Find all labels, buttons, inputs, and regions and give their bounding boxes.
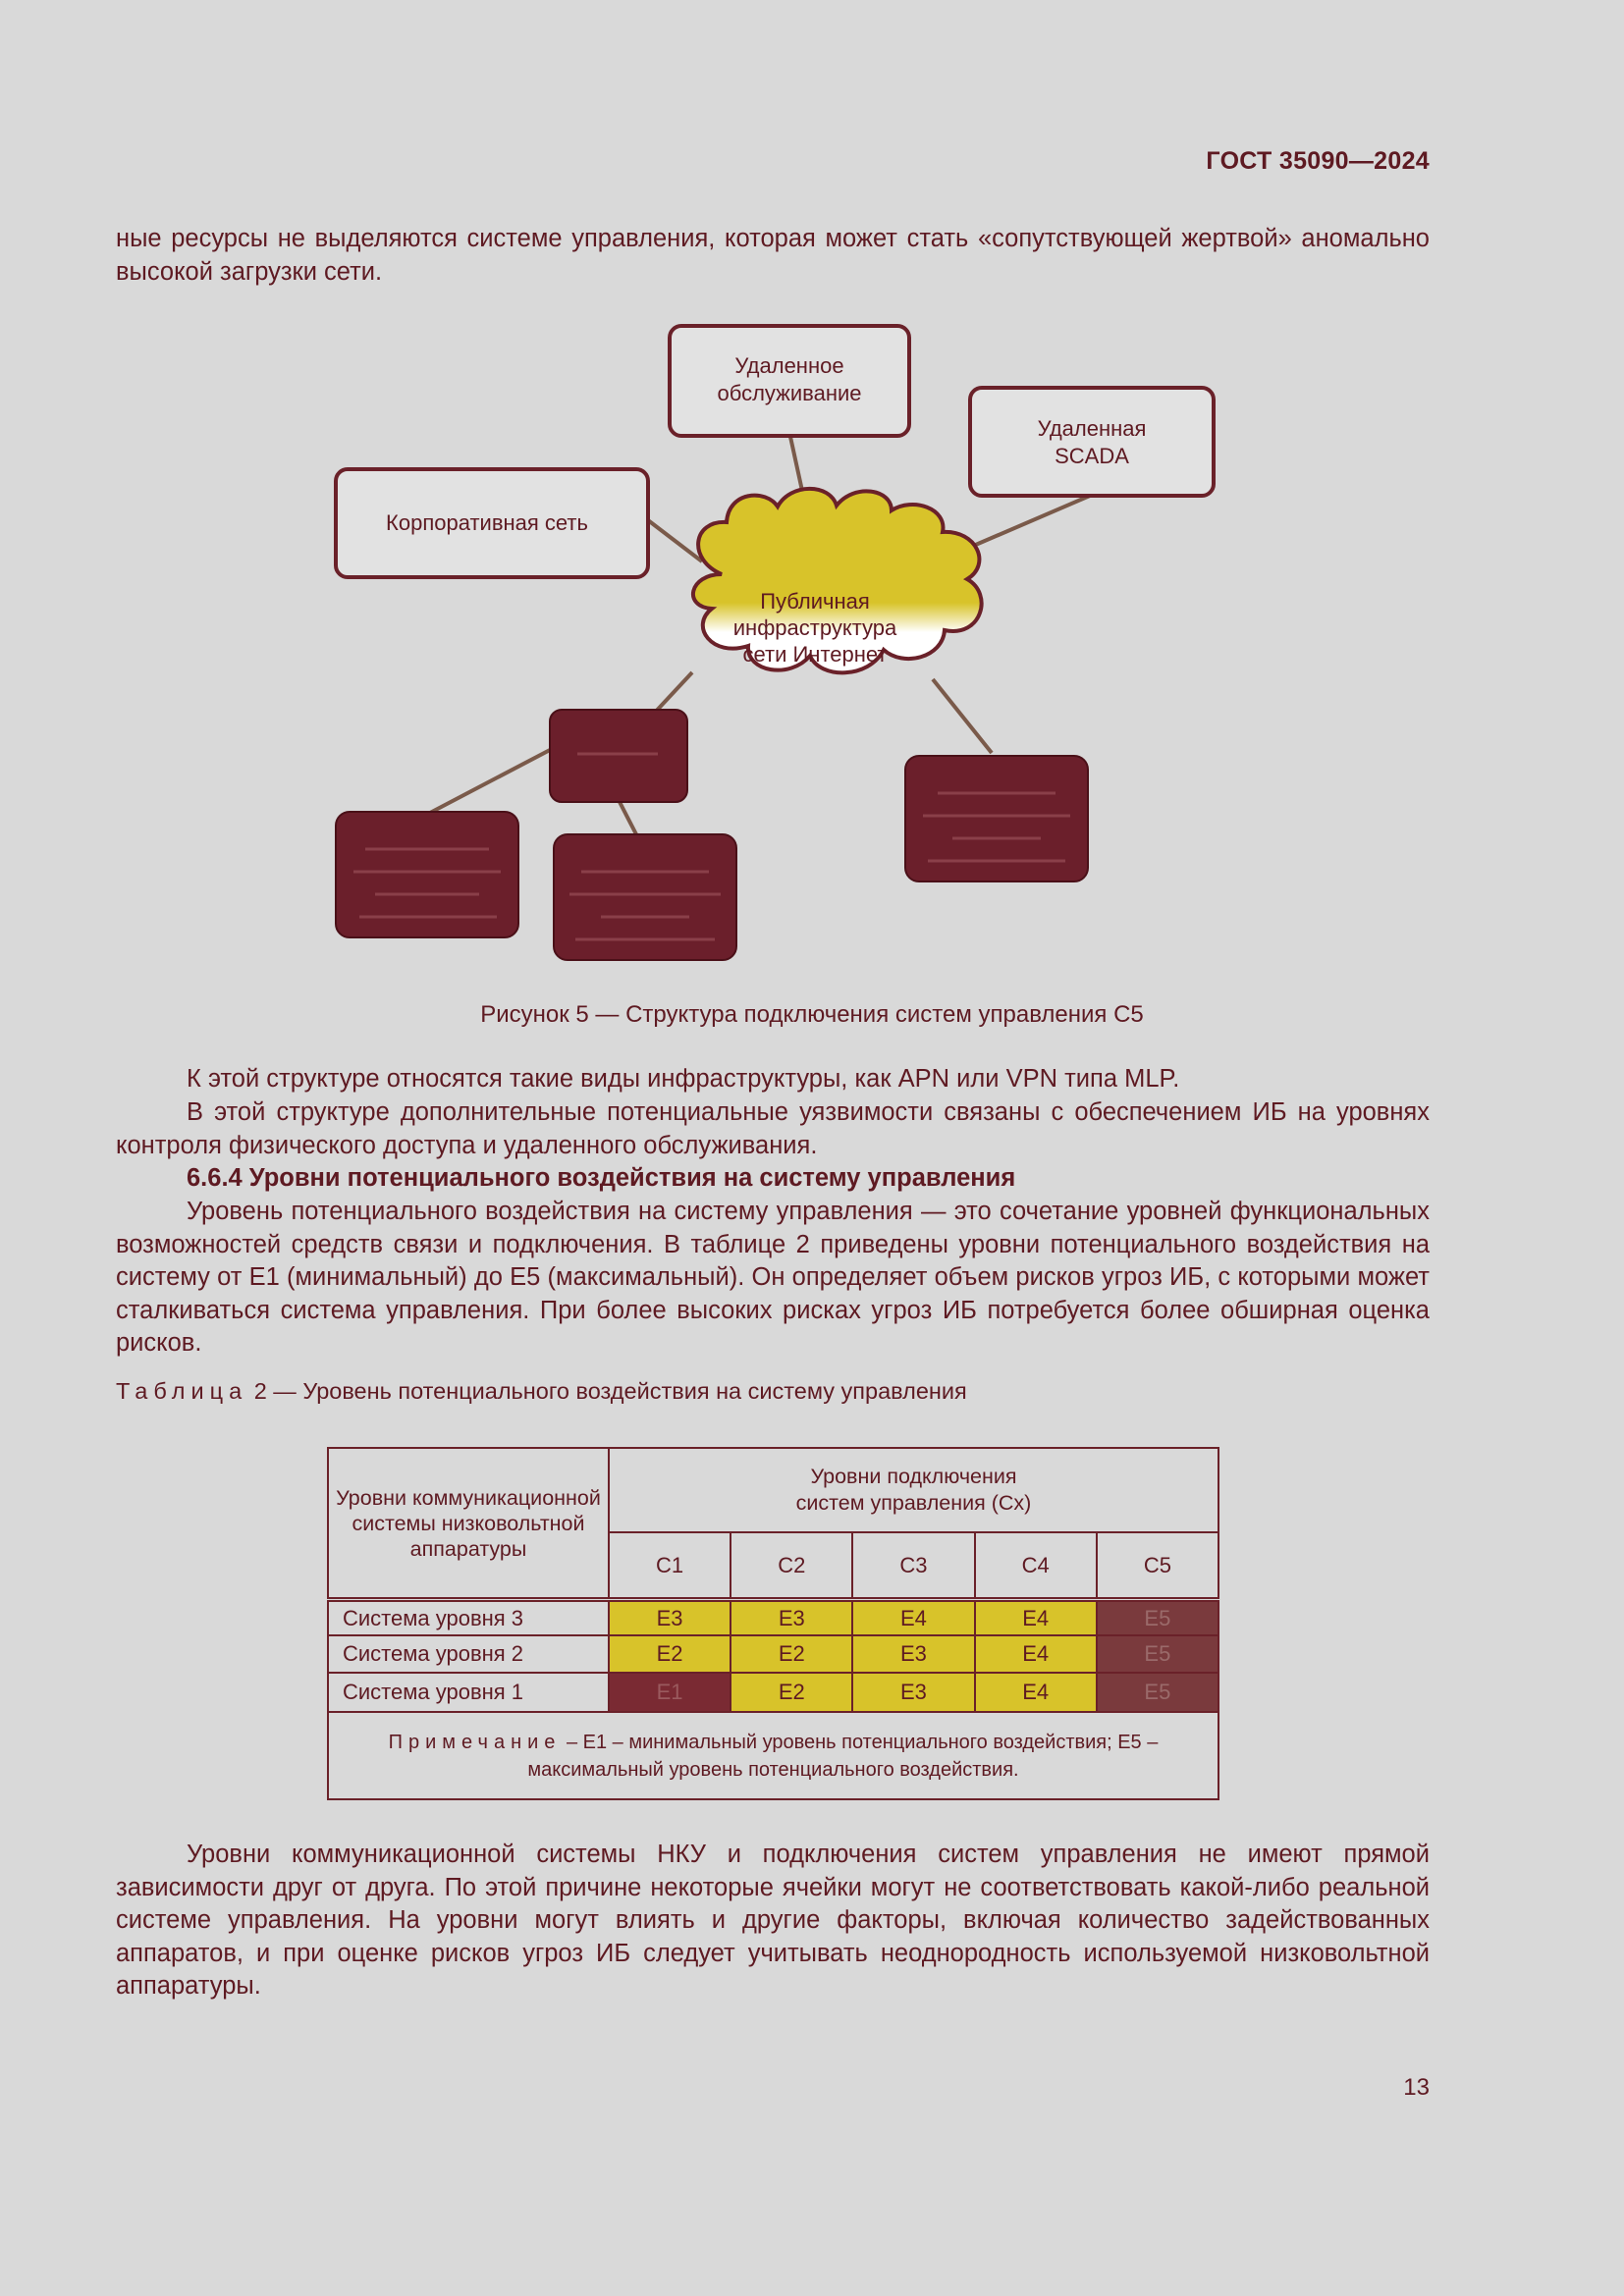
cell-l3-c3: Е4 (852, 1600, 974, 1635)
table-caption-text: 2 — Уровень потенциального воздействия на систему управления (253, 1378, 967, 1404)
cell-l2-c5: Е5 (1097, 1635, 1218, 1673)
document-id: ГОСТ 35090—2024 (1206, 147, 1430, 175)
table-note-label: Примечание (388, 1731, 562, 1753)
cell-l3-c5: Е5 (1097, 1600, 1218, 1635)
figure-network-diagram (324, 314, 1227, 982)
row-label-level-1: Система уровня 1 (328, 1673, 609, 1712)
internet-label-1: Публичная (760, 589, 870, 614)
body-paragraph-2: В этой структуре дополнительные потенциальные уязвимости связаны с обеспечением ИБ на уровнях контроля физического доступа и удаленного обслуживания. (116, 1098, 1430, 1159)
cell-l1-c5: Е5 (1097, 1673, 1218, 1712)
cell-l3-c1: Е3 (609, 1600, 731, 1635)
remote-service-label-2: обслуживание (717, 381, 862, 405)
cell-l2-c4: Е4 (975, 1635, 1097, 1673)
col-header-c3: С3 (852, 1532, 974, 1599)
node-router (550, 710, 687, 802)
node-remote-scada (970, 388, 1214, 496)
remote-scada-label-1: Удаленная (1037, 416, 1147, 441)
table-caption-label: Таблица (116, 1378, 248, 1404)
column-group-line-2: систем управления (Сх) (795, 1491, 1032, 1516)
column-group-line-1: Уровни подключения (810, 1465, 1017, 1489)
impact-level-table (327, 1447, 1219, 1800)
col-header-c4: С4 (975, 1532, 1097, 1599)
remote-scada-label-2: SCADA (1055, 444, 1129, 468)
node-control-system-1 (336, 812, 518, 937)
cell-l1-c4: Е4 (975, 1673, 1097, 1712)
section-heading: 6.6.4 Уровни потенциального воздействия на систему управления (187, 1164, 1016, 1192)
table-row (328, 1635, 1218, 1673)
cell-l2-c2: Е2 (731, 1635, 852, 1673)
cell-l1-c3: Е3 (852, 1673, 974, 1712)
cell-l2-c3: Е3 (852, 1635, 974, 1673)
cell-l3-c2: Е3 (731, 1600, 852, 1635)
col-header-c5: С5 (1097, 1532, 1218, 1599)
body-paragraph-4: Уровни коммуникационной системы НКУ и подключения систем управления не имеют прямой зависимости друг от друга. По этой причине некоторые ячейки могут не соответствовать какой-либо реальной системе управления. На уровни могут влиять и другие факторы, включая количество задействованных аппаратов, и при оценке рисков угроз ИБ следует учитывать неоднородность используемой низковольтной аппаратуры. (116, 1841, 1430, 2000)
page-number: 13 (1403, 2074, 1430, 2101)
col-header-c1: С1 (609, 1532, 731, 1599)
table-row (328, 1673, 1218, 1712)
intro-paragraph: ные ресурсы не выделяются системе управления, которая может стать «сопутствующей жертвой» аномально высокой загрузки сети. (116, 225, 1430, 286)
node-control-system-3 (905, 756, 1088, 881)
cell-l1-c1: Е1 (609, 1673, 731, 1712)
remote-service-label-1: Удаленное (734, 353, 844, 378)
internet-cloud (693, 489, 982, 672)
corporate-network-label: Корпоративная сеть (386, 510, 588, 535)
cell-l1-c2: Е2 (731, 1673, 852, 1712)
table-row (328, 1600, 1218, 1635)
table-note (328, 1712, 1218, 1799)
cell-l3-c4: Е4 (975, 1600, 1097, 1635)
cell-l2-c1: Е2 (609, 1635, 731, 1673)
column-group-header (609, 1448, 1218, 1532)
body-paragraph-1: К этой структуре относятся такие виды инфраструктуры, как APN или VPN типа MLP. (187, 1065, 1180, 1093)
col-header-c2: С2 (731, 1532, 852, 1599)
table-caption (116, 1378, 967, 1405)
row-label-level-2: Система уровня 2 (328, 1635, 609, 1673)
node-remote-service (670, 326, 909, 436)
row-label-level-3: Система уровня 3 (328, 1600, 609, 1635)
table-note-text: – Е1 – минимальный уровень потенциального воздействия; Е5 – максимальный уровень потенциального воздействия. (527, 1731, 1159, 1781)
row-header-cell: Уровни коммуникационной системы низковольтной аппаратуры (328, 1448, 609, 1600)
body-paragraph-3: Уровень потенциального воздействия на систему управления — это сочетание уровней функциональных возможностей средств связи и подключения. В таблице 2 приведены уровни потенциального воздействия на систему от Е1 (минимальный) до Е5 (максимальный). Он определяет объем рисков угроз ИБ, с которыми может сталкиваться система управления. При более высоких рисках угроз ИБ потребуется более обширная оценка рисков. (116, 1198, 1430, 1357)
internet-label-2: инфраструктура (732, 615, 897, 640)
node-corporate-network (336, 469, 648, 577)
node-control-system-2 (554, 834, 736, 960)
figure-caption: Рисунок 5 — Структура подключения систем управления С5 (480, 1001, 1144, 1028)
internet-label-3: сети Интернет (742, 642, 888, 667)
